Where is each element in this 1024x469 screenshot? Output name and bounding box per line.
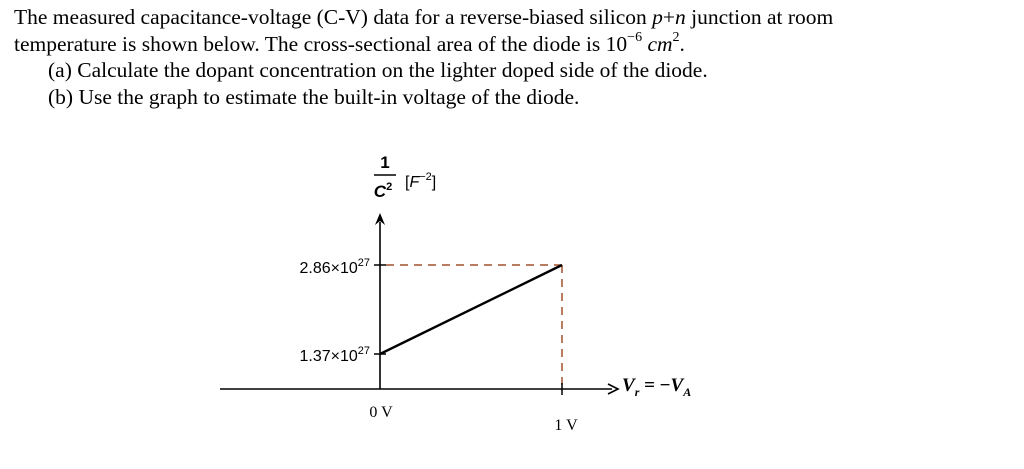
data-line [380, 265, 562, 354]
area-unit: cm [647, 31, 673, 56]
problem-text: The measured capacitance-voltage (C-V) data for a reverse-biased silicon [14, 5, 653, 29]
y-label-numerator: 1 [380, 153, 390, 172]
y-tick-label-high: $2.86\times 10^{27}$ [299, 257, 370, 277]
x-tick-label-0: 0 V [369, 404, 393, 421]
problem-text: junction at room [685, 5, 834, 29]
p-symbol: p [652, 5, 663, 29]
n-symbol: n [675, 5, 686, 29]
period: . [679, 31, 685, 56]
x-tick-label-1: 1 V [554, 417, 578, 434]
problem-text: temperature is shown below. The cross-sectional area of the diode is 10 [14, 31, 628, 56]
part-b: (b) Use the graph to estimate the built-in voltage of the diode. [48, 84, 580, 109]
part-a: (a) Calculate the dopant concentration on the lighter doped side of the diode. [48, 58, 708, 82]
y-label-unit: $[F^{-2}]$ [405, 171, 437, 191]
area-unit-exponent: 2 [672, 30, 680, 46]
x-axis-label: $V_r = -V_A$ [622, 375, 692, 399]
area-exponent: −6 [627, 30, 643, 46]
y-tick-label-low: $1.37\times 10^{27}$ [299, 345, 370, 365]
y-label-denominator: $C^2$ [373, 181, 393, 201]
plus-symbol: + [662, 5, 676, 29]
